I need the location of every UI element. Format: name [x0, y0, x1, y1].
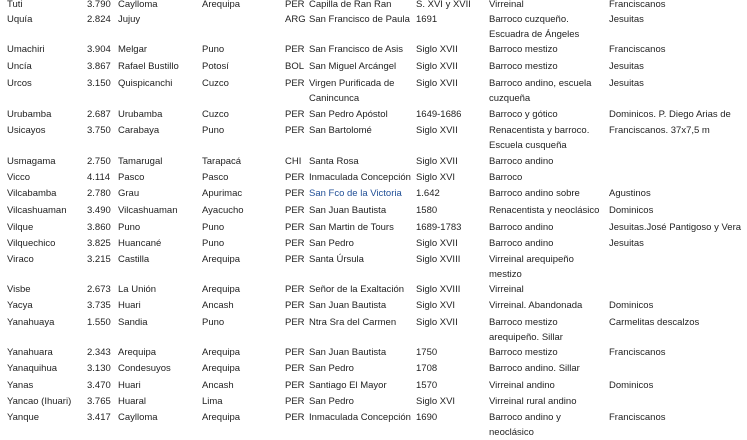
country-cell: PER	[285, 412, 305, 423]
altitude-cell: 3.750	[87, 125, 111, 136]
style-cell: Virreinal	[489, 0, 524, 10]
town-cell: Vilque	[7, 222, 34, 233]
country-cell: PER	[285, 284, 305, 295]
altitude-cell: 3.490	[87, 205, 111, 216]
altitude-cell: 2.824	[87, 14, 111, 25]
country-cell: PER	[285, 44, 305, 55]
notes-cell: Jesuitas	[609, 78, 644, 89]
church-cell: San Francisco de Paula	[309, 14, 410, 25]
town-cell: Yacya	[7, 300, 33, 311]
region-cell: Ayacucho	[202, 205, 244, 216]
notes-cell: Franciscanos. 37x7,5 m	[609, 125, 710, 136]
style-cell: Barroco cuzqueño. Escuadra de Ángeles	[489, 14, 580, 40]
style-cell: Virreinal. Abandonada	[489, 300, 583, 311]
style-cell: Barroco mestizo arequipeño. Sillar	[489, 317, 563, 343]
altitude-cell: 2.750	[87, 156, 111, 167]
province-cell: Caylloma	[118, 0, 158, 10]
region-cell: Arequipa	[202, 0, 241, 10]
date-cell: 1708	[416, 363, 438, 374]
church-cell: Ntra Sra del Carmen	[309, 317, 397, 328]
style-cell: Barroco andino	[489, 156, 554, 167]
notes-cell: Dominicos	[609, 300, 654, 311]
style-cell: Barroco	[489, 172, 523, 183]
notes-cell: Dominicos	[609, 205, 654, 216]
date-cell: 1.642	[416, 188, 440, 199]
church-cell: San Pedro	[309, 363, 354, 374]
style-cell: Virreinal	[489, 284, 524, 295]
region-cell: Potosí	[202, 61, 229, 72]
town-cell: Vicco	[7, 172, 31, 183]
altitude-cell: 2.673	[87, 284, 111, 295]
style-cell: Barroco andino, escuela cuzqueña	[489, 78, 592, 104]
province-cell: Huancané	[118, 238, 162, 249]
country-cell: PER	[285, 317, 305, 328]
altitude-cell: 3.150	[87, 78, 111, 89]
country-cell: CHI	[285, 156, 302, 167]
province-cell: La Unión	[118, 284, 157, 295]
style-cell: Renacentista y barroco. Escuela cusqueña	[489, 125, 590, 151]
altitude-cell: 2.780	[87, 188, 111, 199]
church-cell: Santa Rosa	[309, 156, 359, 167]
church-cell: San Juan Bautista	[309, 300, 387, 311]
church-cell: Señor de la Exaltación	[309, 284, 405, 295]
church-cell: San Pedro	[309, 238, 354, 249]
province-cell: Tamarugal	[118, 156, 163, 167]
style-cell: Virreinal andino	[489, 380, 555, 391]
date-cell: 1750	[416, 347, 438, 358]
date-cell: Siglo XVI	[416, 300, 456, 311]
date-cell: Siglo XVIII	[416, 284, 461, 295]
town-cell: Vilcashuaman	[7, 205, 67, 216]
altitude-cell: 3.825	[87, 238, 111, 249]
style-cell: Virreinal rural andino	[489, 396, 577, 407]
town-cell: Usicayos	[7, 125, 46, 136]
date-cell: Siglo XVII	[416, 78, 458, 89]
date-cell: Siglo XVII	[416, 156, 458, 167]
town-cell: Yanahuaya	[7, 317, 55, 328]
style-cell: Barroco andino	[489, 222, 554, 233]
church-cell: San Francisco de Asis	[309, 44, 403, 55]
style-cell: Renacentista y neoclásico	[489, 205, 600, 216]
town-cell: Urubamba	[7, 109, 52, 120]
church-cell: Capilla de Ran Ran	[309, 0, 392, 10]
region-cell: Puno	[202, 238, 225, 249]
town-cell: Yanas	[7, 380, 34, 391]
date-cell: 1580	[416, 205, 438, 216]
date-cell: 1691	[416, 14, 438, 25]
country-cell: PER	[285, 188, 305, 199]
altitude-cell: 3.735	[87, 300, 111, 311]
date-cell: Siglo XVII	[416, 61, 458, 72]
town-cell: Visbe	[7, 284, 31, 295]
altitude-cell: 2.343	[87, 347, 111, 358]
style-cell: Virreinal arequipeño mestizo	[489, 254, 574, 280]
town-cell: Vilcabamba	[7, 188, 57, 199]
region-cell: Cuzco	[202, 78, 229, 89]
date-cell: 1649-1686	[416, 109, 462, 120]
town-cell: Yanahuara	[7, 347, 53, 358]
church-cell: San Miguel Arcángel	[309, 61, 397, 72]
region-cell: Puno	[202, 125, 225, 136]
town-cell: Urcos	[7, 78, 32, 89]
church-cell: Santiago El Mayor	[309, 380, 387, 391]
notes-cell: Franciscanos	[609, 412, 666, 423]
town-cell: Uquía	[7, 14, 33, 25]
church-cell: San Pedro	[309, 396, 354, 407]
date-cell: Siglo XVII	[416, 125, 458, 136]
altitude-cell: 3.867	[87, 61, 111, 72]
altitude-cell: 3.904	[87, 44, 111, 55]
region-cell: Ancash	[202, 380, 234, 391]
date-cell: 1690	[416, 412, 438, 423]
altitude-cell: 3.215	[87, 254, 111, 265]
province-cell: Huari	[118, 380, 141, 391]
province-cell: Huaral	[118, 396, 146, 407]
style-cell: Barroco mestizo	[489, 61, 558, 72]
style-cell: Barroco mestizo	[489, 347, 558, 358]
country-cell: PER	[285, 109, 305, 120]
province-cell: Rafael Bustillo	[118, 61, 179, 72]
region-cell: Arequipa	[202, 284, 241, 295]
province-cell: Arequipa	[118, 347, 157, 358]
date-cell: 1689-1783	[416, 222, 462, 233]
region-cell: Arequipa	[202, 363, 241, 374]
country-cell: PER	[285, 205, 305, 216]
region-cell: Lima	[202, 396, 223, 407]
altitude-cell: 3.765	[87, 396, 111, 407]
church-cell: Santa Úrsula	[309, 254, 364, 265]
town-cell: Uncía	[7, 61, 32, 72]
country-cell: PER	[285, 347, 305, 358]
style-cell: Barroco mestizo	[489, 44, 558, 55]
town-cell: Yancao (Ihuari)	[7, 396, 72, 407]
province-cell: Huari	[118, 300, 141, 311]
notes-cell: Dominicos. P. Diego Arias de	[609, 109, 731, 120]
notes-cell: Carmelitas descalzos	[609, 317, 700, 328]
town-cell: Usmagama	[7, 156, 56, 167]
province-cell: Quispicanchi	[118, 78, 173, 89]
style-cell: Barroco y gótico	[489, 109, 558, 120]
notes-cell: Franciscanos	[609, 44, 666, 55]
province-cell: Caylloma	[118, 412, 158, 423]
country-cell: PER	[285, 125, 305, 136]
town-cell: Tuti	[7, 0, 23, 10]
notes-cell: Franciscanos	[609, 0, 666, 10]
church-cell: Inmaculada Concepción	[309, 412, 411, 423]
country-cell: PER	[285, 254, 305, 265]
town-cell: Umachiri	[7, 44, 45, 55]
notes-cell: Jesuitas	[609, 14, 644, 25]
province-cell: Grau	[118, 188, 140, 199]
notes-cell: Jesuitas.José Pantigoso y Vera	[609, 222, 742, 233]
region-cell: Tarapacá	[202, 156, 242, 167]
province-cell: Pasco	[118, 172, 145, 183]
style-cell: Barroco andino	[489, 238, 554, 249]
region-cell: Arequipa	[202, 412, 241, 423]
altitude-cell: 3.470	[87, 380, 111, 391]
date-cell: S. XVI y XVII	[416, 0, 471, 10]
church-cell: San Bartolomé	[309, 125, 372, 136]
date-cell: 1570	[416, 380, 438, 391]
province-cell: Castilla	[118, 254, 150, 265]
province-cell: Jujuy	[118, 14, 141, 25]
altitude-cell: 3.790	[87, 0, 111, 10]
region-cell: Pasco	[202, 172, 229, 183]
church-cell: San Fco de la Victoria	[309, 188, 402, 199]
town-cell: Yanaquihua	[7, 363, 58, 374]
province-cell: Puno	[118, 222, 141, 233]
province-cell: Vilcashuaman	[118, 205, 178, 216]
date-cell: Siglo XVI	[416, 172, 456, 183]
altitude-cell: 4.114	[87, 172, 111, 183]
notes-cell: Agustinos	[609, 188, 651, 199]
country-cell: PER	[285, 238, 305, 249]
province-cell: Condesuyos	[118, 363, 171, 374]
date-cell: Siglo XVII	[416, 44, 458, 55]
style-cell: Barroco andino. Sillar	[489, 363, 580, 374]
date-cell: Siglo XVIII	[416, 254, 461, 265]
church-cell: Virgen Purificada de Canincunca	[309, 78, 395, 104]
province-cell: Carabaya	[118, 125, 160, 136]
region-cell: Arequipa	[202, 254, 241, 265]
altitude-cell: 3.130	[87, 363, 111, 374]
country-cell: PER	[285, 78, 305, 89]
country-cell: PER	[285, 300, 305, 311]
region-cell: Puno	[202, 317, 225, 328]
altitude-cell: 1.550	[87, 317, 111, 328]
region-cell: Puno	[202, 222, 225, 233]
region-cell: Arequipa	[202, 347, 241, 358]
altitude-cell: 2.687	[87, 109, 111, 120]
notes-cell: Jesuitas	[609, 238, 644, 249]
date-cell: Siglo XVII	[416, 317, 458, 328]
province-cell: Sandia	[118, 317, 148, 328]
country-cell: PER	[285, 172, 305, 183]
region-cell: Ancash	[202, 300, 234, 311]
town-cell: Viraco	[7, 254, 34, 265]
church-cell: San Pedro Apóstol	[309, 109, 388, 120]
province-cell: Urubamba	[118, 109, 163, 120]
country-cell: PER	[285, 363, 305, 374]
country-cell: BOL	[285, 61, 305, 72]
church-cell: San Martin de Tours	[309, 222, 394, 233]
notes-cell: Jesuitas	[609, 61, 644, 72]
church-cell: San Juan Bautista	[309, 347, 387, 358]
date-cell: Siglo XVII	[416, 238, 458, 249]
country-cell: PER	[285, 380, 305, 391]
notes-cell: Franciscanos	[609, 347, 666, 358]
style-cell: Barroco andino y neoclásico	[489, 412, 561, 438]
country-cell: PER	[285, 0, 305, 10]
town-cell: Yanque	[7, 412, 40, 423]
altitude-cell: 3.860	[87, 222, 111, 233]
date-cell: Siglo XVI	[416, 396, 456, 407]
country-cell: ARG	[285, 14, 306, 25]
style-cell: Barroco andino sobre	[489, 188, 580, 199]
region-cell: Puno	[202, 44, 225, 55]
province-cell: Melgar	[118, 44, 148, 55]
altitude-cell: 3.417	[87, 412, 111, 423]
church-cell: San Juan Bautista	[309, 205, 387, 216]
town-cell: Vilquechico	[7, 238, 56, 249]
region-cell: Cuzco	[202, 109, 229, 120]
country-cell: PER	[285, 222, 305, 233]
notes-cell: Dominicos	[609, 380, 654, 391]
country-cell: PER	[285, 396, 305, 407]
region-cell: Apurimac	[202, 188, 243, 199]
church-cell: Inmaculada Concepción	[309, 172, 411, 183]
